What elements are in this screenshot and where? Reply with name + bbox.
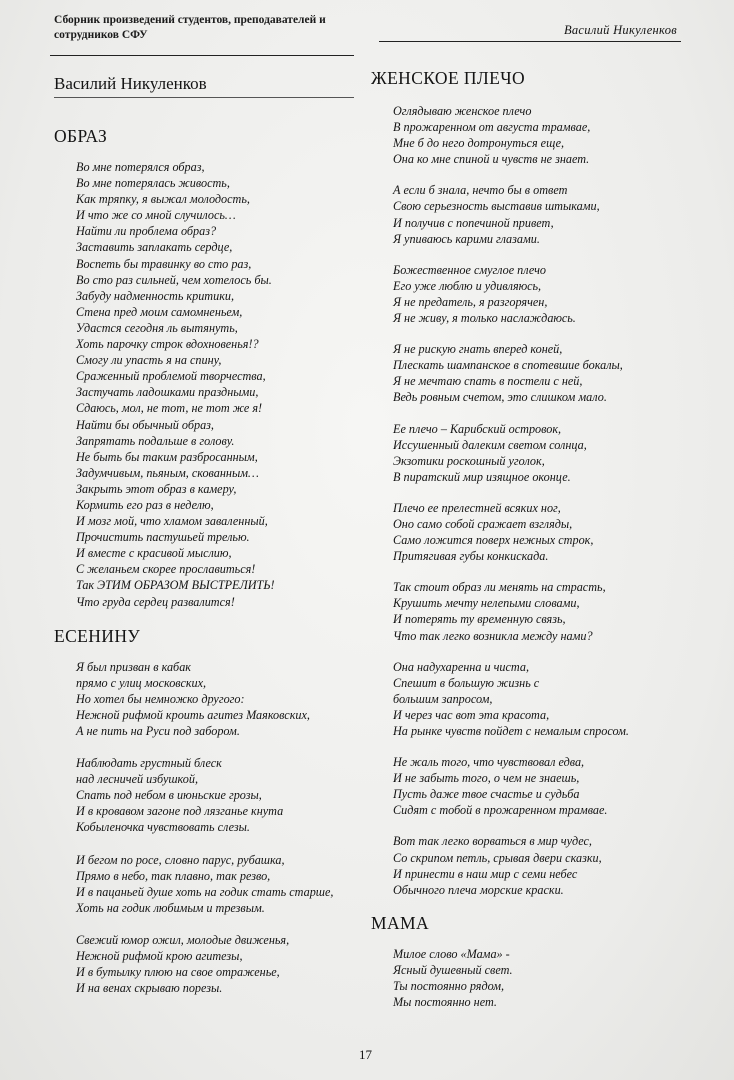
poem-line: И в пацаньей душе хоть на годик стать старше,	[76, 884, 334, 899]
poem-line: Не жаль того, что чувствовал едва,	[393, 755, 585, 770]
poem-line: Найти ли проблема образ?	[76, 224, 217, 239]
poem-line: Заставить заплакать сердце,	[76, 240, 233, 255]
poem-line: Смогу ли упасть я на спину,	[76, 353, 222, 368]
poem-line: Притягивая губы конкискада.	[393, 549, 549, 564]
poem-line: Я не рискую гнать вперед коней,	[393, 342, 563, 357]
poem-line: Сраженный проблемой творчества,	[76, 369, 266, 384]
poem-title: ОБРАЗ	[54, 126, 108, 146]
poem-line: Закрыть этот образ в камеру,	[76, 481, 237, 496]
poem-line: Она ко мне спиной и чувств не знает.	[393, 152, 590, 167]
poem-line: И через час вот эта красота,	[393, 707, 550, 722]
poem-line: Оно само собой сражает взгляды,	[393, 516, 573, 531]
poem-line: А не пить на Руси под забором.	[76, 724, 240, 738]
poem-line: Что груда сердец развалится!	[76, 594, 235, 609]
poem-line: Стена пред моим самомненьем,	[76, 304, 243, 319]
poem-line: Ее плечо – Карибский островок,	[393, 421, 562, 436]
right-column	[371, 64, 689, 1025]
poem-body	[76, 159, 354, 610]
poem-line: Не быть бы таким разбросанным,	[76, 449, 258, 464]
stanza	[76, 659, 354, 739]
poem-line: И принести в наш мир с семи небес	[393, 866, 578, 881]
poem-line: Прочистить пастушьей трелью.	[76, 530, 250, 545]
left-poems	[54, 126, 354, 996]
left-column	[54, 64, 354, 1012]
poem-line: Свежий юмор ожил, молодые движенья,	[76, 932, 290, 947]
collection-header: Сборник произведений студентов, преподавателей и сотрудников СФУ	[54, 14, 326, 41]
poem-line: Я не предатель, я разгорячен,	[393, 294, 548, 309]
stanza	[76, 932, 354, 996]
stanza	[393, 659, 689, 739]
poem-line: Вот так легко ворваться в мир чудес,	[393, 834, 592, 849]
poem-line: И потерять ту временную связь,	[393, 612, 566, 627]
header-rule-left	[50, 55, 354, 56]
poem-line: И не забыть того, о чем не знаешь,	[393, 771, 580, 786]
stanza	[393, 421, 689, 485]
poem-line: Найти бы обычный образ,	[76, 417, 214, 432]
poem-line: Иссушенный далеким светом солнца,	[393, 437, 587, 452]
stanza	[393, 182, 689, 246]
poem-line: Крушить мечту нелепыми словами,	[393, 596, 580, 611]
poem-line: Что так легко возникла между нами?	[393, 628, 593, 643]
poem-line: Застучать ладошками праздными,	[76, 385, 259, 400]
poem-body	[393, 103, 689, 898]
poem-line: Задумчивым, пьяным, скованным…	[76, 465, 259, 480]
stanza	[76, 852, 354, 916]
stanza	[393, 946, 689, 1010]
poem-body	[393, 946, 689, 1010]
stanza	[76, 159, 354, 610]
poem-title: МАМА	[371, 912, 429, 933]
poem-line: над лесничей избушкой,	[76, 772, 199, 787]
poem-line: большим запросом,	[393, 691, 493, 706]
poem-line: Как тряпку, я выжал молодость,	[76, 192, 250, 207]
poem-line: Она надухаренна и чиста,	[393, 659, 530, 674]
poem-line: Со скрипом петль, срывая двери сказки,	[393, 850, 602, 865]
poem-line: Сдаюсь, мол, не тот, не тот же я!	[76, 401, 263, 416]
stanza	[393, 833, 689, 897]
poem-line: Так стоит образ ли менять на страсть,	[393, 580, 606, 595]
poem-line: И что же со мной случилось…	[76, 208, 236, 223]
stanza	[76, 755, 354, 835]
poem-line: Обычного плеча морские краски.	[393, 882, 564, 897]
poem-line: Его уже люблю и удивляюсь,	[393, 278, 542, 293]
running-author-header	[379, 23, 681, 42]
poem-title: ЕСЕНИНУ	[54, 625, 141, 646]
poem-line: Ты постоянно рядом,	[393, 979, 505, 994]
poem-line: Спешит в большую жизнь с	[393, 675, 540, 690]
poem-line: Я был призван в кабак	[76, 659, 191, 674]
poem-line: Божественное смуглое плечо	[393, 262, 547, 277]
poem-line: Оглядываю женское плечо	[393, 104, 532, 118]
poem-title: ЖЕНСКОЕ ПЛЕЧО	[371, 68, 526, 88]
poem-line: Во мне потерялась живость,	[76, 176, 230, 191]
poem-line: Спать под небом в июньские грозы,	[76, 788, 262, 803]
poem-line: Экзотики роскошный уголок,	[393, 453, 545, 468]
poem-line: А если б знала, нечто бы в ответ	[393, 183, 568, 198]
poem-line: Мы постоянно нет.	[393, 995, 497, 1010]
poem-line: Хоть на годик любимым и трезвым.	[76, 900, 265, 915]
stanza	[393, 103, 689, 167]
poem-line: Наблюдать грустный блеск	[76, 756, 222, 771]
poem-line: В прожаренном от августа трамвае,	[393, 120, 591, 135]
poem-line: Плечо ее прелестней всяких ног,	[393, 500, 561, 515]
poem-line: Забуду надменность критики,	[76, 288, 235, 303]
poem-line: И в кровавом загоне под лязганье кнута	[76, 804, 284, 819]
poem-line: Плескать шампанское в спотевшие бокалы,	[393, 358, 623, 373]
poem-line: Кормить его раз в неделю,	[76, 497, 214, 512]
poem-line: На рынке чувств пойдет с немалым спросом.	[393, 724, 629, 738]
poem-line: И вместе с красивой мыслию,	[76, 546, 232, 561]
author-name: Василий Никуленков	[54, 74, 354, 98]
poem-line: Запрятать подальше в голову.	[76, 433, 235, 448]
poem-line: Я не мечтаю спать в постели с ней,	[393, 374, 583, 389]
poem-line: Ясный душевный свет.	[393, 962, 513, 977]
poem-line: Кобыленочка чувствовать слезы.	[76, 820, 250, 835]
poem-line: Так ЭТИМ ОБРАЗОМ ВЫСТРЕЛИТЬ!	[76, 578, 275, 593]
poem-line: Милое слово «Мама» -	[393, 946, 510, 961]
poem-line: Удастся сегодня ль вытянуть,	[76, 320, 238, 335]
poem-line: Нежной рифмой кроить агитез Маяковских,	[76, 707, 310, 722]
poem-line: Я упиваюсь карими глазами.	[393, 231, 540, 246]
poem-line: В пиратский мир изящное оконце.	[393, 469, 571, 484]
poem-body	[76, 659, 354, 997]
page-number: 17	[359, 1047, 372, 1062]
poem-line: Во мне потерялся образ,	[76, 160, 205, 174]
poem-line: И мозг мой, что хламом заваленный,	[76, 514, 268, 529]
stanza	[393, 262, 689, 326]
poem-line: И бегом по росе, словно парус, рубашка,	[76, 852, 285, 867]
poem-line: Хоть парочку строк вдохновенья!?	[76, 337, 259, 352]
running-author-name: Василий Никуленков	[563, 23, 677, 37]
poem-line: И на венах скрываю порезы.	[76, 981, 223, 996]
poem-line: Прямо в небо, так плавно, так резво,	[76, 868, 271, 883]
stanza	[393, 754, 689, 818]
poem-line: И получив с попечиной привет,	[393, 215, 554, 230]
poem-line: Я не живу, я только наслаждаюсь.	[393, 311, 576, 326]
poem-line: Сидят с тобой в прожаренном трамвае.	[393, 803, 608, 818]
stanza	[393, 500, 689, 564]
poem-line: Ведь ровным счетом, это слишком мало.	[393, 390, 607, 405]
poem-line: Само ложится поверх нежных строк,	[393, 533, 594, 548]
stanza	[393, 341, 689, 405]
poem-line: Мне б до него дотронуться еще,	[393, 136, 565, 151]
poem-line: Нежной рифмой крою агитезы,	[76, 949, 243, 964]
poem-line: Воспеть бы травинку во сто раз,	[76, 256, 252, 271]
right-poems	[371, 68, 689, 1010]
poem-line: С желаньем скорее прославиться!	[76, 562, 256, 577]
poem-line: Пусть даже твое счастье и судьба	[393, 787, 580, 802]
poem-line: Но хотел бы немножко другого:	[76, 691, 245, 706]
poem-line: прямо с улиц московских,	[76, 675, 207, 690]
stanza	[393, 579, 689, 643]
poem-line: И в бутылку плюю на свое отраженье,	[76, 965, 280, 980]
poem-line: Во сто раз сильней, чем хотелось бы.	[76, 272, 272, 287]
poem-line: Свою серьезность выставив штыками,	[393, 199, 600, 214]
